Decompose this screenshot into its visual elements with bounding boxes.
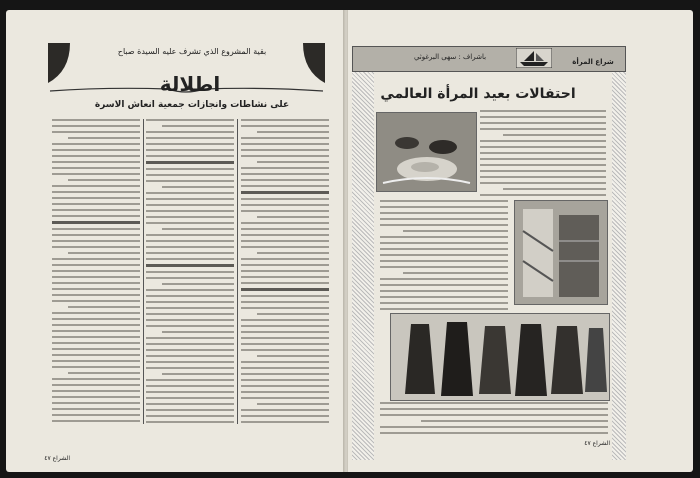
right-hatch-border-left: [352, 72, 374, 460]
left-column-rule-1: [143, 119, 144, 424]
photo-embroidered-panels: [514, 200, 608, 305]
right-hatch-border-right: [612, 72, 626, 460]
right-middle-text: [380, 200, 508, 310]
right-section-label: شراع المرأة: [572, 58, 614, 66]
left-title: اطلالة: [159, 72, 221, 96]
right-bottom-text: [380, 402, 608, 442]
left-text-column-1: [52, 119, 140, 424]
photo-traditional-dresses: [390, 313, 610, 401]
photo-celebration-table: [376, 112, 477, 192]
right-page-number: الشراع ٤٧: [584, 440, 610, 447]
left-text-column-3: [241, 119, 329, 424]
sail-logo-icon: [516, 48, 552, 68]
left-column-rule-2: [237, 119, 238, 424]
left-header-line: بقية المشروع الذي تشرف عليه السيدة صباح: [117, 47, 267, 56]
right-title: احتفالات بعيد المرأة العالمي: [380, 86, 576, 102]
left-subtitle: على نشاطات وانجازات جمعية انعاش الاسرة: [94, 100, 290, 110]
left-text-column-2: [146, 119, 234, 424]
left-page-number: الشراع ٤٧: [44, 455, 70, 462]
right-byline: باشراف : سهى البرغوثي: [413, 53, 487, 61]
right-intro-text: [480, 110, 606, 196]
